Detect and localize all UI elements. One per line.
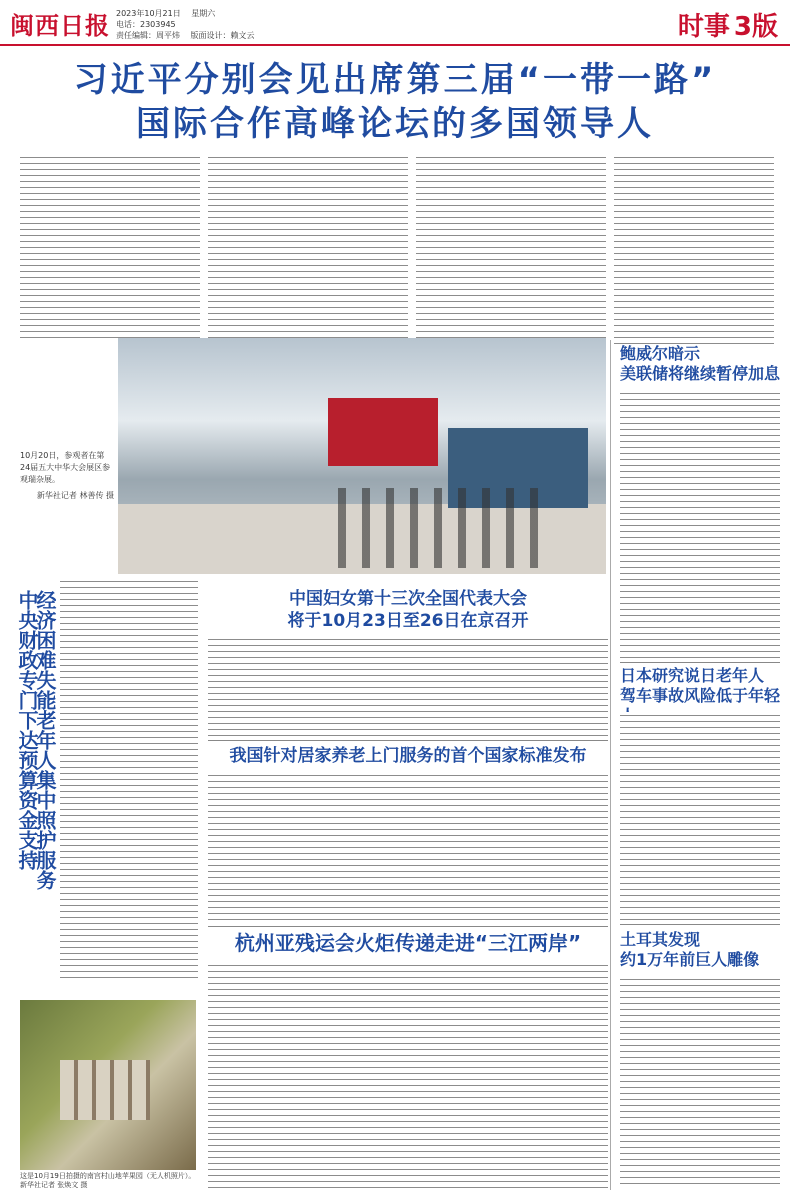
elder-text — [208, 772, 608, 922]
elder-headline: 我国针对居家养老上门服务的首个国家标准发布 — [229, 746, 587, 766]
village-buildings — [60, 1060, 150, 1120]
orchard-photo — [20, 1000, 196, 1170]
photo-credit: 新华社记者 林善传 摄 — [36, 491, 114, 500]
issue-date: 2023年10月21日 — [116, 9, 181, 18]
funding-headline-2: 经济困难失能老年人集中照护服务 — [33, 590, 57, 890]
main-headline — [20, 58, 770, 146]
masthead — [0, 0, 790, 46]
japan-headline-1: 日本研究说日老年人 — [620, 666, 765, 685]
photo-caption — [20, 450, 114, 502]
section-label — [678, 6, 778, 43]
lead-column-3 — [416, 154, 606, 338]
headline-line-1: 习近平分别会见出席第三届“一带一路” — [73, 60, 717, 100]
page-number: 3版 — [733, 12, 778, 42]
powell-headline — [620, 344, 780, 384]
turkey-text — [620, 976, 780, 1188]
issue-meta — [116, 8, 263, 41]
headline-line-2: 国际合作高峰论坛的多国领导人 — [136, 104, 654, 144]
funding-text — [60, 578, 198, 978]
women-headline-1: 中国妇女第十三次全国代表大会 — [289, 589, 527, 609]
japan-headline-2: 驾车事故风险低于年轻 — [620, 686, 781, 705]
visitors — [338, 488, 538, 568]
powell-text — [620, 390, 780, 658]
orchard-credit: 新华社记者 张焕文 摄 — [20, 1181, 88, 1189]
section-name: 时事 — [677, 12, 730, 42]
expo-photo — [118, 338, 606, 574]
turkey-headline-2: 约1万年前巨人雕像 — [620, 950, 760, 969]
photo-caption-text: 10月20日，参观者在第24届五大中华大会展区参观瑞杂展。 — [20, 451, 111, 484]
orchard-caption — [20, 1172, 196, 1190]
divider — [208, 926, 608, 927]
divider — [208, 740, 608, 741]
turkey-headline-1: 土耳其发现 — [620, 930, 701, 949]
divider — [620, 924, 780, 925]
torch-text — [208, 962, 608, 1188]
phone: 电话：2303945 — [116, 20, 176, 29]
torch-headline: 杭州亚残运会火炬传递走进“三江两岸” — [234, 931, 582, 955]
divider — [620, 662, 780, 663]
newspaper-logo: 闽西日报 — [10, 11, 110, 40]
powell-headline-1: 鲍威尔暗示 — [620, 344, 701, 363]
red-banner — [328, 398, 438, 466]
women-text — [208, 636, 608, 736]
editor: 责任编辑：周平炜 — [116, 31, 180, 40]
powell-headline-2: 美联储将继续暂停加息 — [620, 364, 781, 383]
designer: 版面设计：赖文云 — [190, 31, 255, 40]
lead-column-1 — [20, 154, 200, 338]
orchard-caption-text: 这是10月19日拍摄的南宫村山地苹果园（无人机照片）。 — [20, 1172, 196, 1180]
issue-weekday: 星期六 — [191, 9, 216, 18]
women-headline-2: 将于10月23日至26日在京召开 — [287, 611, 529, 631]
column-divider — [610, 340, 611, 1190]
turkey-headline — [620, 930, 780, 970]
lead-column-2 — [208, 154, 408, 338]
lead-column-4 — [614, 154, 774, 344]
funding-headline-1: 中央财政专门下达预算资金支持 — [15, 590, 39, 870]
women-headline — [208, 588, 608, 632]
japan-text — [620, 712, 780, 920]
